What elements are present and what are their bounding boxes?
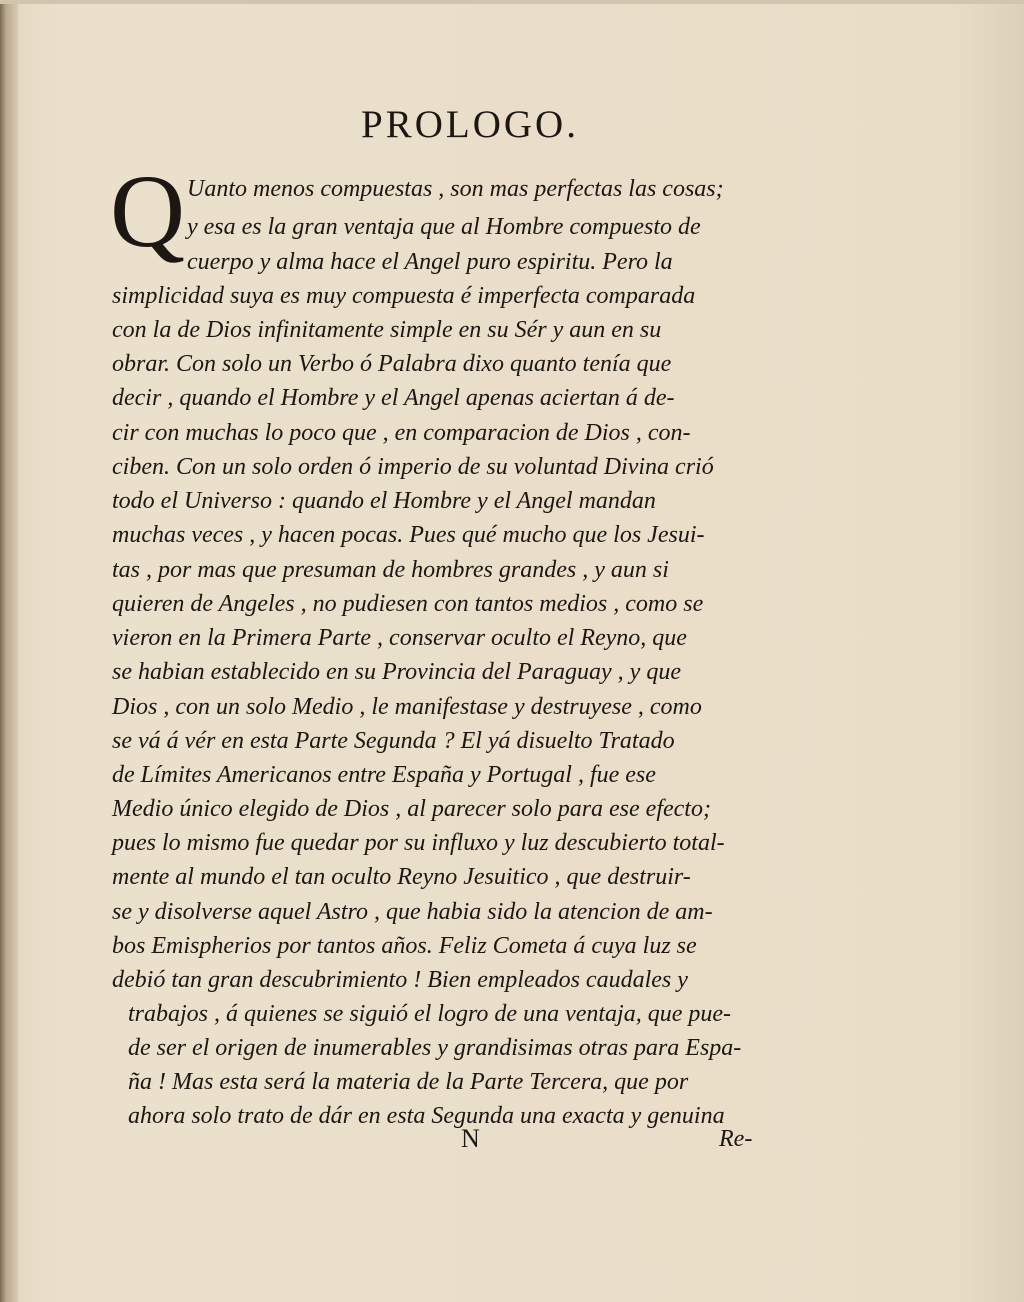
text-line-22: se y disolverse aquel Astro , que habia sido la atencion de am-: [112, 899, 713, 925]
text-line-14: vieron en la Primera Parte , conservar oculto el Reyno, que: [112, 625, 687, 651]
text-line-18: de Límites Americanos entre España y Portugal , fue ese: [112, 762, 656, 788]
page-title: PROLOGO.: [361, 103, 579, 146]
text-line-13: quieren de Angeles , no pudiesen con tantos medios , como se: [112, 591, 704, 617]
catchword: Re-: [719, 1126, 753, 1152]
text-line-20: pues lo mismo fue quedar por su influxo y luz descubierto total-: [112, 830, 725, 856]
text-line-7: decir , quando el Hombre y el Angel apenas aciertan á de-: [112, 385, 675, 411]
text-line-28: ahora solo trato de dár en esta Segunda una exacta y genuina: [128, 1103, 725, 1129]
text-line-17: se vá á vér en esta Parte Segunda ? El yá disuelto Tratado: [112, 728, 675, 754]
text-line-1: Uanto menos compuestas , son mas perfectas las cosas;: [187, 176, 724, 202]
text-line-4: simplicidad suya es muy compuesta é imperfecta comparada: [112, 283, 696, 309]
text-line-15: se habian establecido en su Provincia del Paraguay , y que: [112, 659, 681, 685]
text-line-11: muchas veces , y hacen pocas. Pues qué mucho que los Jesui-: [112, 522, 705, 548]
drop-cap: Q: [110, 154, 186, 269]
text-line-23: bos Emispherios por tantos años. Feliz Cometa á cuya luz se: [112, 933, 697, 959]
text-line-9: ciben. Con un solo orden ó imperio de su voluntad Divina crió: [112, 454, 714, 480]
text-line-19: Medio único elegido de Dios , al parecer solo para ese efecto;: [112, 796, 711, 822]
signature-mark: N: [461, 1124, 480, 1153]
text-line-10: todo el Universo : quando el Hombre y el Angel mandan: [112, 488, 656, 514]
text-line-2: y esa es la gran ventaja que al Hombre compuesto de: [187, 214, 701, 240]
text-line-25: trabajos , á quienes se siguió el logro de una ventaja, que pue-: [128, 1001, 732, 1027]
text-line-26: de ser el origen de inumerables y grandisimas otras para Espa-: [128, 1035, 742, 1061]
text-line-16: Dios , con un solo Medio , le manifestase y destruyese , como: [112, 694, 702, 720]
text-line-24: debió tan gran descubrimiento ! Bien empleados caudales y: [112, 967, 688, 993]
text-line-27: ña ! Mas esta será la materia de la Parte Tercera, que por: [128, 1069, 689, 1095]
text-line-5: con la de Dios infinitamente simple en su Sér y aun en su: [112, 317, 662, 343]
text-line-8: cir con muchas lo poco que , en comparacion de Dios , con-: [112, 420, 691, 446]
text-line-12: tas , por mas que presuman de hombres grandes , y aun si: [112, 557, 669, 583]
text-line-3: cuerpo y alma hace el Angel puro espiritu. Pero la: [187, 249, 673, 275]
book-gutter: [0, 0, 18, 1302]
text-line-21: mente al mundo el tan oculto Reyno Jesuitico , que destruir-: [112, 864, 691, 890]
page-top-edge: [0, 0, 1024, 4]
text-line-6: obrar. Con solo un Verbo ó Palabra dixo quanto tenía que: [112, 351, 672, 377]
